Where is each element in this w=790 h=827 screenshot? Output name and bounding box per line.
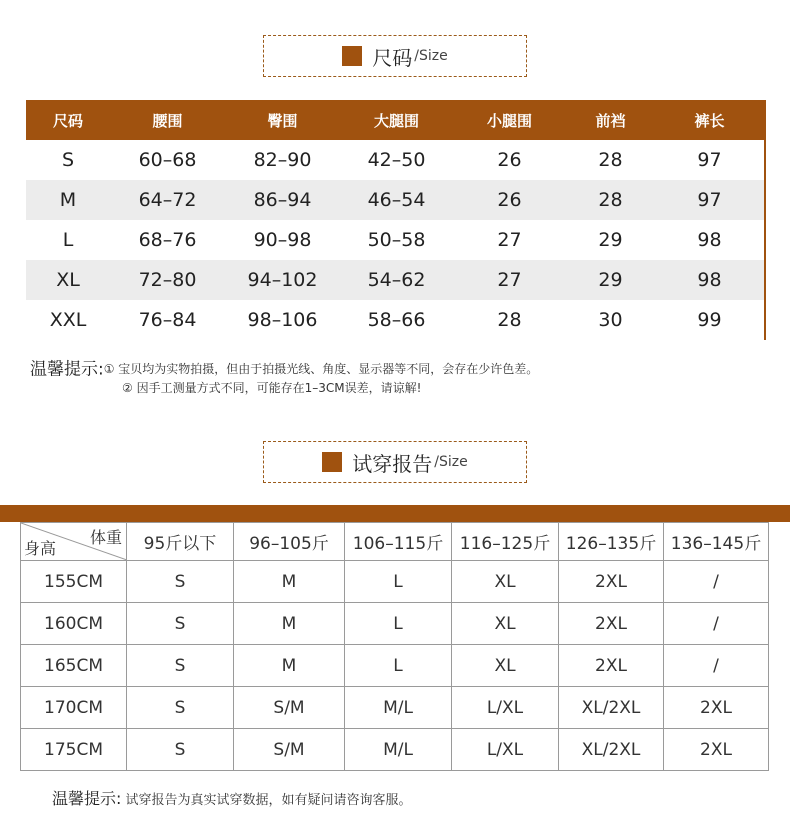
- size-chart-table: [26, 100, 766, 340]
- size-subtitle: /Size: [414, 48, 448, 64]
- tryon-size-cell: M: [234, 561, 345, 603]
- size-header-cell: 腰围: [110, 100, 225, 140]
- size-header-cell: 臀围: [225, 100, 340, 140]
- size-cell: 60–68: [138, 149, 197, 171]
- tryon-size-cell: /: [664, 645, 769, 687]
- size-row: [26, 220, 765, 260]
- size-header-cell: 小腿围: [453, 100, 566, 140]
- size-cell: 98: [655, 260, 765, 300]
- tryon-size-cell: XL: [452, 645, 559, 687]
- size-cell: 97: [697, 149, 722, 171]
- tryon-size-cell: L/XL: [452, 729, 559, 771]
- tryon-size-cell: M/L: [345, 729, 452, 771]
- size-cell: 94–102: [225, 260, 340, 300]
- size-cell: 42–50: [367, 149, 426, 171]
- tryon-size-cell: XL/2XL: [559, 687, 664, 729]
- tryon-size-cell: 2XL: [559, 645, 664, 687]
- size-cell: 90–98: [253, 229, 312, 251]
- size-cell: L: [62, 229, 74, 251]
- size-cell: 98–106: [247, 309, 318, 331]
- size-cell: 99: [697, 309, 722, 331]
- size-cell: 58–66: [367, 309, 426, 331]
- tryon-size-cell: L: [345, 645, 452, 687]
- tryon-size-cell: 2XL: [559, 561, 664, 603]
- tryon-size-cell: L: [345, 561, 452, 603]
- tryon-size-cell: S: [127, 561, 234, 603]
- corner-weight-label: 体重: [89, 528, 122, 547]
- size-cell: 28: [566, 180, 655, 220]
- tryon-size-cell: 2XL: [559, 603, 664, 645]
- size-cell: 46–54: [340, 180, 453, 220]
- size-header-row: [26, 100, 765, 140]
- tryon-size-cell: S: [127, 687, 234, 729]
- size-tip-2: ② 因手工测量方式不同，可能存在1–3CM误差，请谅解!: [122, 380, 422, 395]
- tryon-title: 试穿报告: [352, 451, 433, 476]
- tryon-size-cell: S/M: [234, 729, 345, 771]
- tryon-row: [21, 603, 769, 645]
- tryon-size-cell: S: [127, 729, 234, 771]
- size-cell: 27: [497, 229, 522, 251]
- tryon-tip-text: 试穿报告为真实试穿数据，如有疑问请咨询客服。: [125, 793, 412, 808]
- tryon-size-cell: M/L: [345, 687, 452, 729]
- tryon-size-cell: L: [345, 603, 452, 645]
- tryon-size-cell: M: [234, 645, 345, 687]
- size-cell: M: [26, 180, 110, 220]
- size-row: [26, 300, 765, 340]
- tryon-size-cell: /: [664, 561, 769, 603]
- size-cell: 86–94: [225, 180, 340, 220]
- size-cell: 29: [598, 229, 623, 251]
- size-cell: 54–62: [340, 260, 453, 300]
- tryon-size-cell: XL: [452, 603, 559, 645]
- tryon-section-title: [263, 441, 527, 483]
- tryon-header-band: [0, 505, 790, 522]
- title-square-icon: [342, 46, 362, 66]
- size-cell: 68–76: [138, 229, 197, 251]
- weight-header-cell: 116–125斤: [452, 523, 559, 561]
- tryon-report-table: [20, 522, 769, 771]
- tryon-size-cell: XL/2XL: [559, 729, 664, 771]
- corner-cell: [21, 523, 127, 561]
- size-cell: 27: [453, 260, 566, 300]
- size-cell: XL: [26, 260, 110, 300]
- tryon-size-cell: L/XL: [452, 687, 559, 729]
- size-row: [26, 260, 765, 300]
- tryon-size-cell: M: [234, 603, 345, 645]
- tryon-row: [21, 729, 769, 771]
- weight-header-cell: 106–115斤: [345, 523, 452, 561]
- size-tip-1: ① 宝贝均为实物拍摄，但由于拍摄光线、角度、显示器等不同，会存在少许色差。: [103, 362, 539, 376]
- height-cell: 160CM: [21, 603, 127, 645]
- corner-height-label: 身高: [24, 539, 57, 558]
- tryon-tips: [52, 786, 412, 809]
- tryon-size-cell: S/M: [234, 687, 345, 729]
- size-cell: 98: [697, 229, 722, 251]
- size-header-cell: 前裆: [566, 100, 655, 140]
- tryon-subtitle: /Size: [434, 454, 468, 470]
- weight-header-cell: 95斤以下: [127, 523, 234, 561]
- size-cell: 28: [598, 149, 623, 171]
- tryon-row: [21, 687, 769, 729]
- height-cell: 175CM: [21, 729, 127, 771]
- size-cell: 26: [497, 149, 522, 171]
- height-cell: 165CM: [21, 645, 127, 687]
- size-cell: 50–58: [367, 229, 426, 251]
- tryon-size-cell: S: [127, 603, 234, 645]
- size-cell: XXL: [49, 309, 87, 331]
- tryon-row: [21, 561, 769, 603]
- tryon-header-row: [21, 523, 769, 561]
- size-cell: 82–90: [253, 149, 312, 171]
- size-tip-label: 温馨提示:: [30, 359, 104, 380]
- size-cell: 28: [497, 309, 522, 331]
- title-square-icon: [322, 452, 342, 472]
- size-cell: 72–80: [110, 260, 225, 300]
- size-section-title: [263, 35, 527, 77]
- size-cell: 30: [598, 309, 623, 331]
- height-cell: 155CM: [21, 561, 127, 603]
- weight-header-cell: 126–135斤: [559, 523, 664, 561]
- size-cell: 64–72: [110, 180, 225, 220]
- size-cell: 29: [566, 260, 655, 300]
- weight-header-cell: 96–105斤: [234, 523, 345, 561]
- tryon-size-cell: XL: [452, 561, 559, 603]
- height-cell: 170CM: [21, 687, 127, 729]
- size-cell: 26: [453, 180, 566, 220]
- tryon-size-cell: /: [664, 603, 769, 645]
- size-tips: [30, 360, 538, 397]
- size-row: [26, 180, 765, 220]
- tryon-row: [21, 645, 769, 687]
- size-cell: 76–84: [138, 309, 197, 331]
- size-cell: S: [61, 149, 75, 171]
- size-header-cell: 大腿围: [340, 100, 453, 140]
- tryon-size-cell: 2XL: [664, 687, 769, 729]
- tryon-size-cell: 2XL: [664, 729, 769, 771]
- weight-header-cell: 136–145斤: [664, 523, 769, 561]
- size-row: [26, 140, 765, 180]
- tryon-tip-label: 温馨提示:: [52, 789, 122, 808]
- size-title: 尺码: [372, 45, 413, 70]
- size-header-cell: 尺码: [26, 100, 110, 140]
- size-cell: 97: [655, 180, 765, 220]
- tryon-size-cell: S: [127, 645, 234, 687]
- size-header-cell: 裤长: [655, 100, 765, 140]
